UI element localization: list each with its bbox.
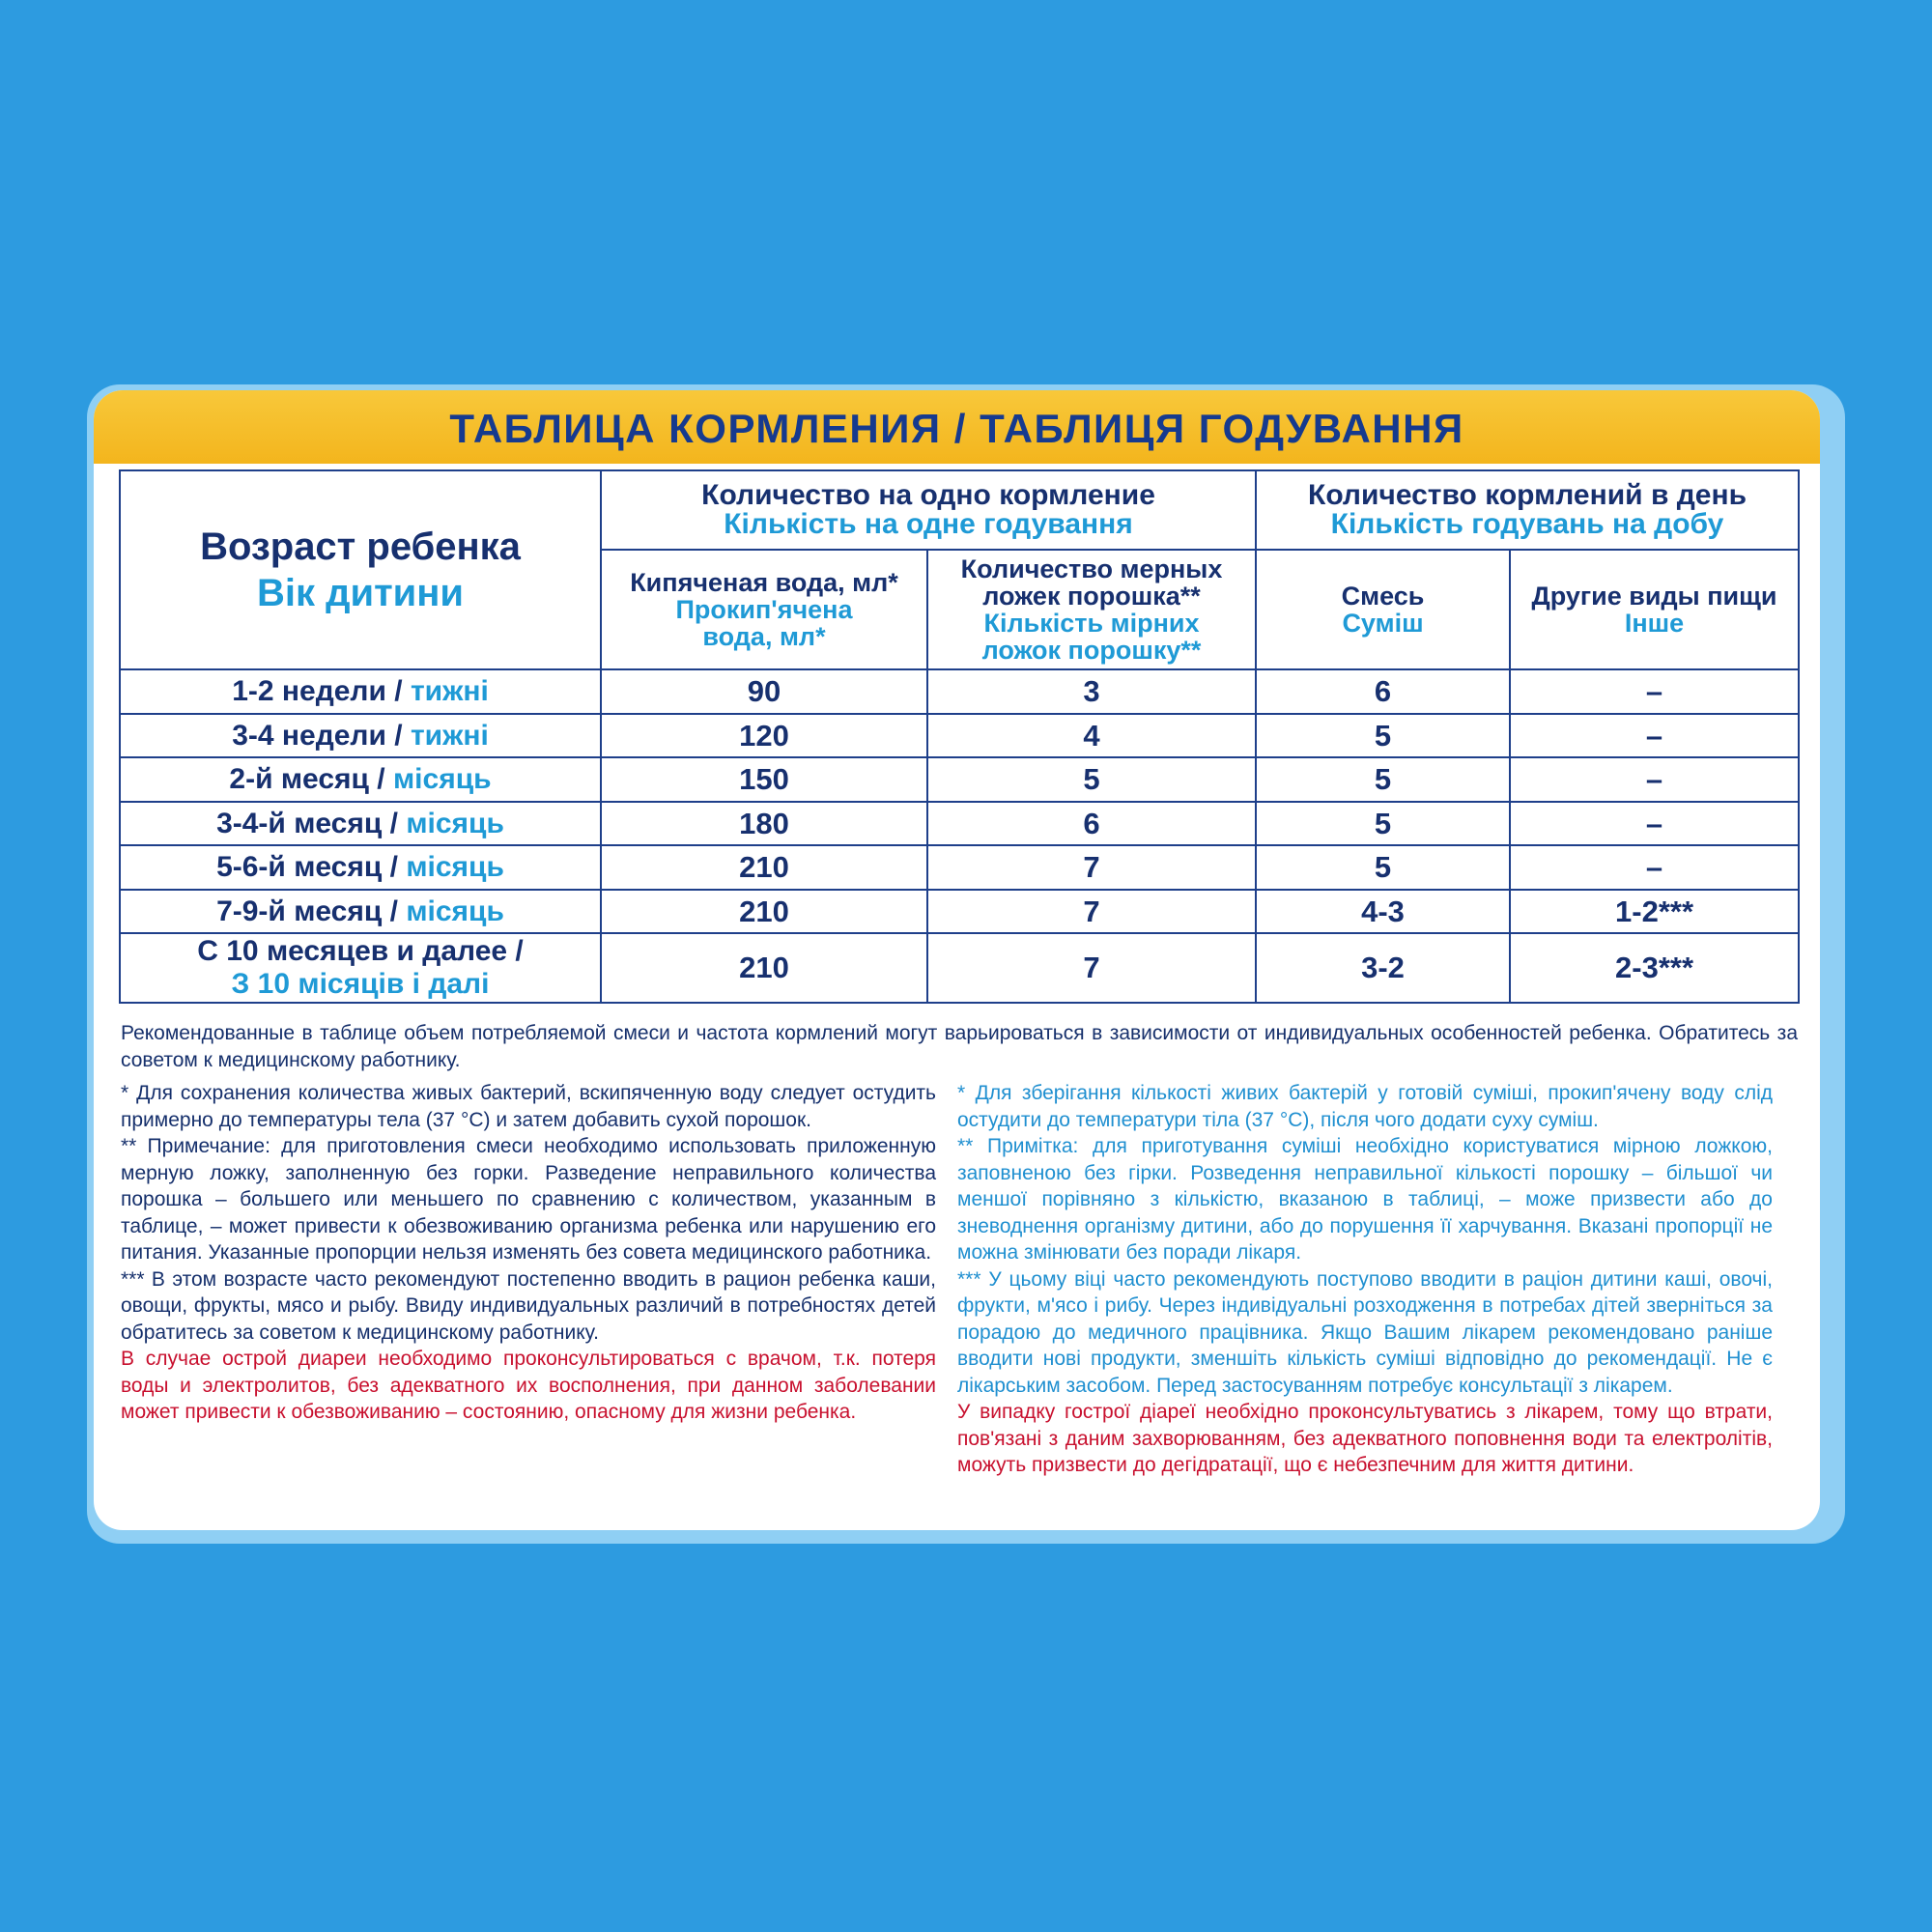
- notes-ukrainian: [957, 1080, 1773, 1479]
- header-scoops: Количество мерных ложек порошка** Кількість мірних ложок порошку**: [927, 550, 1256, 669]
- note-ru-warning: В случае острой диареи необходимо проконсультироваться с врачом, т.к. потеря воды и электролитов, без адекватного их восполнения, при данном заболевании может привести к обезвоживанию – состоянию, опасному для жизни ребенка.: [121, 1348, 936, 1423]
- age-cell: 5-6-й месяц / місяць: [120, 845, 601, 890]
- other-food-cell: –: [1510, 714, 1799, 757]
- page-title: ТАБЛИЦА КОРМЛЕНИЯ / ТАБЛИЦЯ ГОДУВАННЯ: [94, 390, 1820, 464]
- note-ua-warning: У випадку гострої діареї необхідно проконсультуватись з лікарем, тому що втрати, пов'язані з даним захворюванням, без адекватного поповнення води та електролітів, можуть призвести до дегідратації, що є небезпечним для життя дитини.: [957, 1401, 1773, 1476]
- feeding-table: [119, 469, 1800, 1004]
- age-cell: С 10 месяцев и далее / З 10 місяців і далі: [120, 933, 601, 1003]
- age-cell: 3-4 недели / тижні: [120, 714, 601, 757]
- other-food-cell: –: [1510, 669, 1799, 714]
- age-cell: 3-4-й месяц / місяць: [120, 802, 601, 845]
- table-row: [120, 714, 1799, 757]
- table-row: [120, 757, 1799, 802]
- header-per-day: Количество кормлений в день Кількість годувань на добу: [1256, 470, 1799, 550]
- age-cell: 1-2 недели / тижні: [120, 669, 601, 714]
- general-note: Рекомендованные в таблице объем потребляемой смеси и частота кормлений могут варьироваться в зависимости от индивидуальных особенностей ребенка. Обратитесь за советом к медицинскому работнику.: [121, 1022, 1798, 1071]
- age-cell: 2-й месяц / місяць: [120, 757, 601, 802]
- other-food-cell: –: [1510, 757, 1799, 802]
- formula-cell: 3-2: [1256, 933, 1510, 1003]
- scoops-cell: 5: [927, 757, 1256, 802]
- scoops-cell: 7: [927, 933, 1256, 1003]
- note-ru-star2: ** Примечание: для приготовления смеси необходимо использовать приложенную мерную ложку, заполненную без горки. Разведение неправильного количества порошка – большего или меньшего по сравнению с количеством, указанным в таблице, – может привести к обезвоживанию организма ребенка или нарушению его питания. Указанные пропорции нельзя изменять без совета медицинского работника.: [121, 1135, 936, 1264]
- feeding-table-card: [94, 390, 1820, 1530]
- table-row: [120, 669, 1799, 714]
- water-cell: 120: [601, 714, 927, 757]
- water-cell: 210: [601, 845, 927, 890]
- table-row: [120, 890, 1799, 933]
- note-ua-star3: *** У цьому віці часто рекомендують поступово вводити в раціон дитини каші, овочі, фрукти, м'ясо і рибу. Через індивідуальні розходження в потребах дітей зверніться за порадою до медичного працівника. Якщо Вашим лікарем рекомендовано раніше вводити нові продукти, зменшіть кількість суміші відповідно до рекомендації. Не є лікарським засобом. Перед застосуванням потребує консультації з лікарем.: [957, 1267, 1773, 1397]
- other-food-cell: 2-3***: [1510, 933, 1799, 1003]
- table-row: [120, 933, 1799, 1003]
- formula-cell: 4-3: [1256, 890, 1510, 933]
- formula-cell: 5: [1256, 802, 1510, 845]
- formula-cell: 6: [1256, 669, 1510, 714]
- other-food-cell: –: [1510, 845, 1799, 890]
- formula-cell: 5: [1256, 714, 1510, 757]
- note-ru-star1: * Для сохранения количества живых бактерий, вскипяченную воду следует остудить примерно до температуры тела (37 °С) и затем добавить сухой порошок.: [121, 1082, 936, 1131]
- header-age: Возраст ребенка Вік дитини: [120, 470, 601, 669]
- water-cell: 210: [601, 890, 927, 933]
- other-food-cell: –: [1510, 802, 1799, 845]
- note-ua-star1: * Для зберігання кількості живих бактерій у готовій суміші, прокип'ячену воду слід остудити до температури тіла (37 °С), після чого додати суху суміш.: [957, 1082, 1773, 1131]
- water-cell: 90: [601, 669, 927, 714]
- scoops-cell: 7: [927, 845, 1256, 890]
- header-other-food: Другие виды пищи Інше: [1510, 550, 1799, 669]
- table-row: [120, 845, 1799, 890]
- note-ru-star3: *** В этом возрасте часто рекомендуют постепенно вводить в рацион ребенка каши, овощи, фрукты, мясо и рыбу. Ввиду индивидуальных различий в потребностях детей обратитесь за советом к медицинскому работнику.: [121, 1267, 936, 1344]
- scoops-cell: 6: [927, 802, 1256, 845]
- scoops-cell: 7: [927, 890, 1256, 933]
- other-food-cell: 1-2***: [1510, 890, 1799, 933]
- note-ua-star2: ** Примітка: для приготування суміші необхідно користуватися мірною ложкою, заповненою без гірки. Розведення неправильної кількості порошку – більшої чи меншої порівняно з кількістю, вказаною в таблиці, – може призвести або до зневоднення організму дитини, або до порушення її харчування. Вказані пропорції не можна змінювати без поради лікаря.: [957, 1135, 1773, 1264]
- formula-cell: 5: [1256, 757, 1510, 802]
- header-water: Кипяченая вода, мл* Прокип'ячена вода, мл*: [601, 550, 927, 669]
- water-cell: 210: [601, 933, 927, 1003]
- header-formula: Смесь Суміш: [1256, 550, 1510, 669]
- water-cell: 180: [601, 802, 927, 845]
- header-per-feeding: Количество на одно кормление Кількість на одне годування: [601, 470, 1256, 550]
- water-cell: 150: [601, 757, 927, 802]
- scoops-cell: 4: [927, 714, 1256, 757]
- age-cell: 7-9-й месяц / місяць: [120, 890, 601, 933]
- notes-russian: [121, 1080, 936, 1426]
- scoops-cell: 3: [927, 669, 1256, 714]
- table-row: [120, 802, 1799, 845]
- formula-cell: 5: [1256, 845, 1510, 890]
